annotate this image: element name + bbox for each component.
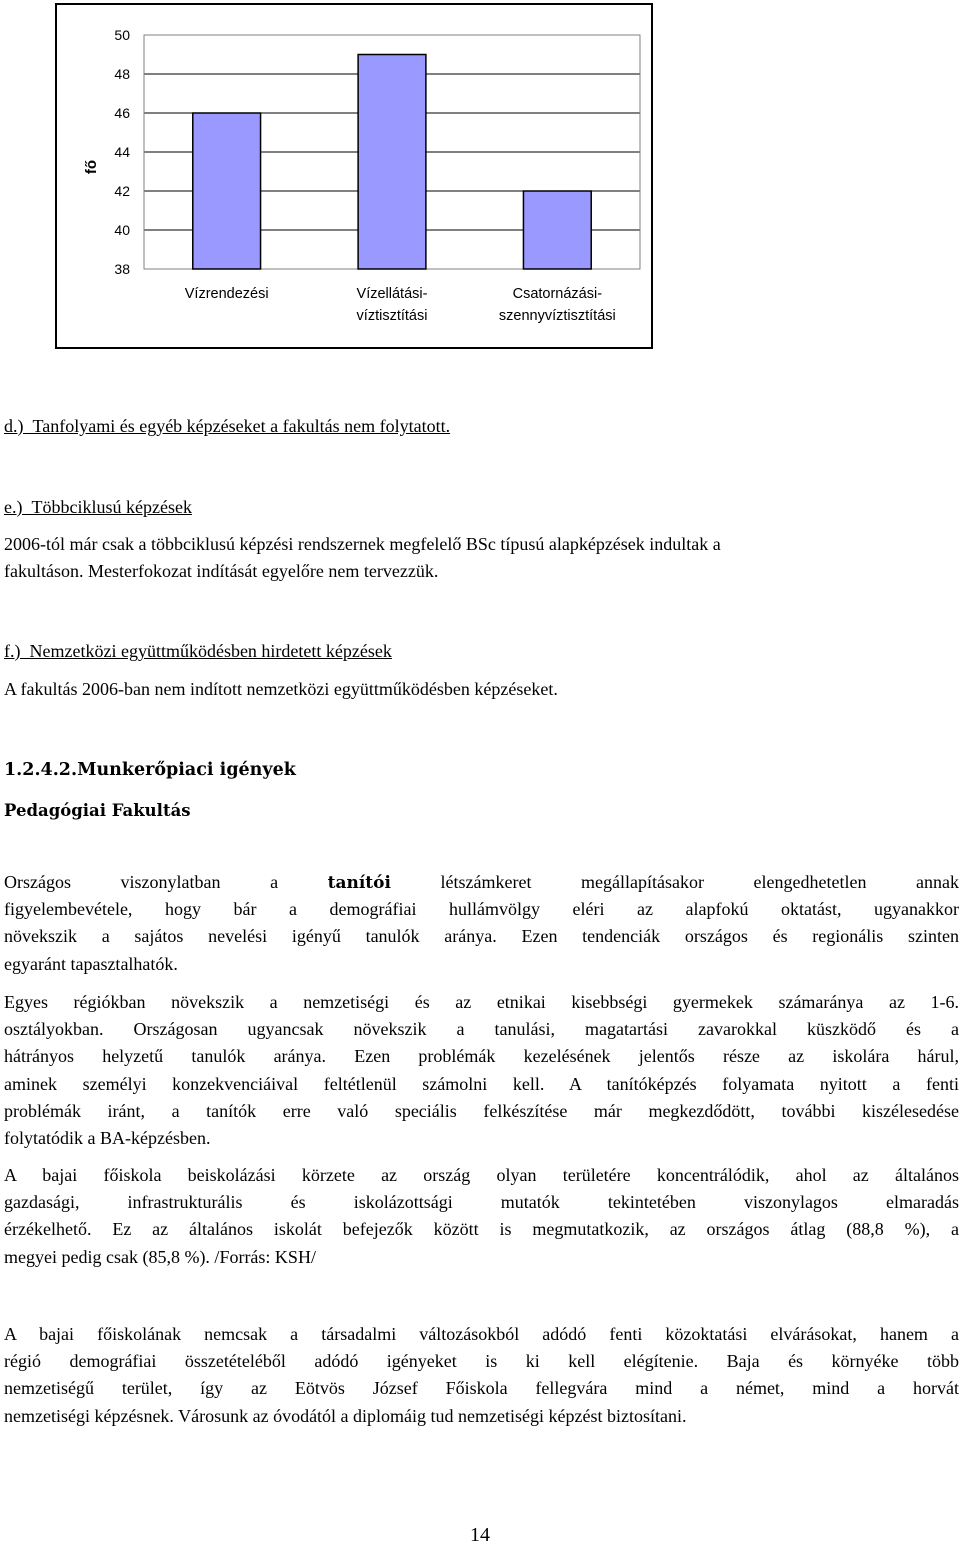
section-subheading: Pedagógiai Fakultás	[4, 801, 191, 820]
y-tick-label: 42	[114, 183, 130, 199]
x-category-label: víztisztítási	[356, 308, 428, 324]
x-category-label: Vízrendezési	[184, 286, 269, 302]
paragraph-4	[4, 1321, 959, 1430]
section-e-line2: fakultáson. Mesterfokozat indítását egyelőre nem tervezzük.	[4, 561, 439, 581]
y-tick-label: 44	[114, 144, 130, 160]
paragraph-line: hátrányos helyzetű tanulók aránya. Ezen problémák kezelésének jelentős része az iskolára hárul,	[4, 1046, 959, 1067]
y-tick-label: 40	[114, 222, 130, 238]
x-category-label: Csatornázási-	[512, 286, 603, 302]
paragraph-line: Országos viszonylatban a tanítói létszámkeret megállapításakor elengedhetetlen annak	[4, 872, 959, 893]
paragraph-line: egyaránt tapasztalhatók.	[4, 953, 178, 974]
x-category-label: szennyvíztisztítási	[498, 308, 616, 324]
paragraph-line: problémák iránt, a tanítók erre való speciális felkészítése már megkezdődött, további kiszélesedése	[4, 1100, 959, 1121]
section-d-label: d.)	[4, 416, 24, 436]
section-f-label: f.)	[4, 641, 21, 661]
y-tick-label: 46	[114, 105, 130, 121]
paragraph-line: A bajai főiskolának nemcsak a társadalmi változásokból adódó fenti közoktatási elvárásokat, hanem a	[4, 1324, 959, 1344]
y-axis-label: fő	[83, 159, 100, 175]
x-category-label: Vízellátási-	[356, 286, 428, 302]
section-e-title	[4, 496, 192, 518]
paragraph-3	[4, 1162, 959, 1271]
section-f-title-text: Nemzetközi együttműködésben hirdetett képzések	[29, 641, 392, 661]
paragraph-line: Egyes régiókban növekszik a nemzetiségi és az etnikai kisebbségi gyermekek számaránya az 1-6.	[4, 992, 959, 1012]
paragraph-line: megyei pedig csak (85,8 %). /Forrás: KSH/	[4, 1246, 316, 1267]
page-number: 14	[470, 1524, 490, 1546]
section-d-text: Tanfolyami és egyéb képzéseket a fakultás nem folytatott.	[32, 416, 451, 436]
chart-svg	[57, 5, 651, 347]
y-tick-label: 48	[114, 66, 130, 82]
section-e-label: e.)	[4, 497, 23, 517]
section-e-title-text: Többciklusú képzések	[31, 497, 192, 517]
paragraph-line: A bajai főiskola beiskolázási körzete az ország olyan területére koncentrálódik, ahol az általános	[4, 1165, 959, 1185]
paragraph-line: folytatódik a BA-képzésben.	[4, 1127, 211, 1148]
paragraph-2	[4, 989, 959, 1152]
emphasis-taniti: tanítói	[327, 873, 391, 893]
section-f-title	[4, 640, 392, 662]
paragraph-line: aminek személyi konzekvenciáival feltétlenül számolni kell. A tanítóképzés folyamata nyitott a fenti	[4, 1073, 959, 1094]
paragraph-1	[4, 869, 959, 978]
paragraph-line: nemzetiségi képzésnek. Városunk az óvodától a diplomáig tud nemzetiségi képzést biztosítani.	[4, 1405, 687, 1426]
bar	[358, 55, 426, 270]
y-tick-label: 50	[114, 27, 130, 43]
paragraph-line: gazdasági, infrastrukturális és iskolázottsági mutatók tekintetében viszonylagos elmaradás	[4, 1192, 959, 1213]
section-heading: 1.2.4.2.Munkerőpiaci igények	[4, 760, 296, 780]
bar	[193, 113, 261, 269]
paragraph-line: nemzetiségű terület, így az Eötvös József Főiskola fellegvára mind a német, mind a horvát	[4, 1378, 959, 1399]
y-tick-label: 38	[114, 261, 130, 277]
paragraph-line: figyelembevétele, hogy bár a demográfiai hullámvölgy eléri az alapfokú oktatást, ugyanakkor	[4, 899, 959, 920]
paragraph-line: régió demográfiai összetételéből adódó igényeket is ki kell elégítenie. Baja és környéke több	[4, 1351, 959, 1372]
section-f-text: A fakultás 2006-ban nem indított nemzetközi együttműködésben képzéseket.	[4, 679, 558, 699]
section-d	[4, 415, 450, 437]
bar-chart	[55, 3, 653, 349]
bar	[523, 191, 591, 269]
section-e-line1: 2006-tól már csak a többciklusú képzési rendszernek megfelelő BSc típusú alapképzések indultak a	[4, 534, 721, 554]
paragraph-line: osztályokban. Országosan ugyancsak növekszik a tanulási, magatartási zavarokkal küszködő és a	[4, 1019, 959, 1040]
paragraph-line: növekszik a sajátos nevelési igényű tanulók aránya. Ezen tendenciák országos és regionális szinten	[4, 926, 959, 947]
paragraph-line: érzékelhető. Ez az általános iskolát befejezők között is megmutatkozik, az országos átlag (88,8 %), a	[4, 1219, 959, 1240]
